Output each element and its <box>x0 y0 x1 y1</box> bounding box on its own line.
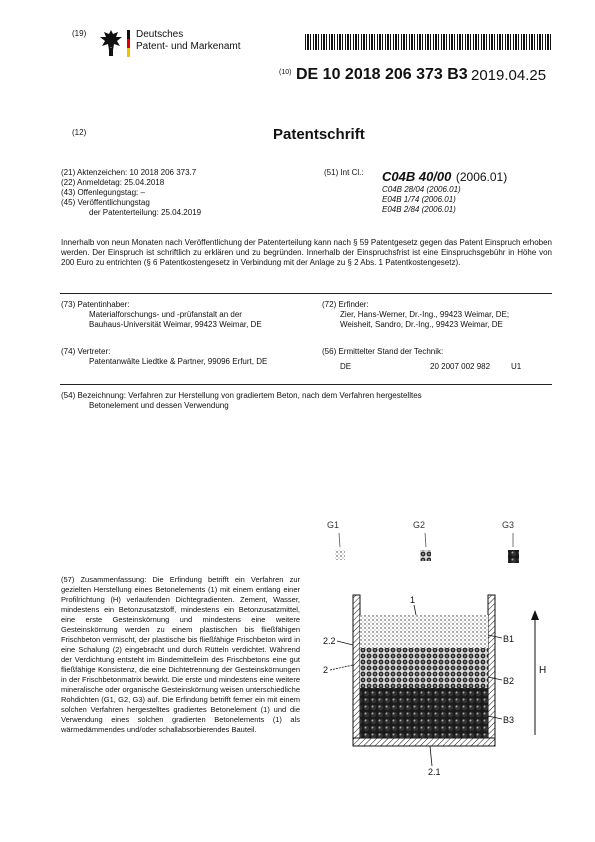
layer-b3 <box>360 688 488 738</box>
formwork-wall-left <box>353 595 360 745</box>
ref-1: 1 <box>410 595 416 605</box>
layer-b2 <box>360 648 488 688</box>
art-row <box>322 357 557 371</box>
divider <box>60 293 552 294</box>
code-19: (19) <box>72 29 87 38</box>
document-number: DE 10 2018 206 373 B3 <box>296 66 468 83</box>
label-g1: G1 <box>327 520 340 530</box>
ref-2-2: 2.2 <box>323 636 336 646</box>
label-b3: B3 <box>503 715 515 725</box>
formwork-wall-right <box>488 595 495 745</box>
grain-sample-g1 <box>335 550 345 560</box>
representative <box>61 347 311 367</box>
label-h: H <box>539 665 547 676</box>
intcl-label: (51) Int Cl.: <box>324 168 364 177</box>
intcl-line: E04B 2/84 (2006.01) <box>382 205 456 214</box>
german-flag-icon <box>127 30 130 57</box>
code-10: (10) <box>279 69 292 76</box>
biblio-left <box>61 168 201 218</box>
eagle-emblem-icon <box>98 28 124 58</box>
office-name <box>136 29 241 53</box>
intcl-main-class: C04B 40/00 <box>382 169 452 184</box>
grain-sample-g3 <box>508 550 519 563</box>
rep-line: Patentanwälte Liedtke & Partner, 99096 Erfurt, DE <box>89 357 268 366</box>
layer-b1 <box>360 615 488 648</box>
biblio-line: (21) Aktenzeichen: 10 2018 206 373.7 <box>61 168 197 177</box>
holder-label: (73) Patentinhaber: <box>61 300 130 309</box>
biblio-line: (45) Veröffentlichungstag <box>61 198 150 207</box>
office-line-2: Patent- und Markenamt <box>136 41 241 52</box>
art-label: (56) Ermittelter Stand der Technik: <box>322 347 444 356</box>
office-line-1: Deutsches <box>136 29 184 40</box>
grain-sample-g2 <box>420 550 431 561</box>
holder-line: Materialforschungs- und -prüfanstalt an der <box>89 310 242 319</box>
document-date: 2019.04.25 <box>471 67 547 84</box>
code-12: (12) <box>72 128 87 137</box>
inventor-label: (72) Erfinder: <box>322 300 369 309</box>
label-b2: B2 <box>503 676 515 686</box>
art-number: 20 2007 002 982 <box>430 362 491 371</box>
barcode <box>305 34 553 50</box>
holder-line: Bauhaus-Universität Weimar, 99423 Weimar, DE <box>89 320 262 329</box>
document-type: Patentschrift <box>273 126 365 143</box>
patent-holder <box>61 300 301 330</box>
formwork-base <box>353 738 495 746</box>
label-g2: G2 <box>413 520 426 530</box>
inventor-line: Weisheit, Sandro, Dr.-Ing., 99423 Weimar, DE <box>340 320 503 329</box>
intcl-others <box>382 185 461 215</box>
biblio-line: (43) Offenlegungstag: – <box>61 188 145 197</box>
intcl-line: C04B 28/04 (2006.01) <box>382 185 461 194</box>
inventors <box>322 300 557 330</box>
ref-2: 2 <box>323 665 329 675</box>
title-line-1: (54) Bezeichnung: Verfahren zur Herstellung von gradiertem Beton, nach dem Verfahren hergestelltes <box>61 391 422 400</box>
biblio-line: (22) Anmeldetag: 25.04.2018 <box>61 178 165 187</box>
intcl-main-version: (2006.01) <box>455 170 508 184</box>
rep-label: (74) Vertreter: <box>61 347 111 356</box>
inventor-line: Zier, Hans-Werner, Dr.-Ing., 99423 Weimar, DE; <box>340 310 510 319</box>
arrow-head-icon <box>531 610 539 620</box>
art-country: DE <box>340 362 352 371</box>
divider <box>60 384 552 385</box>
intcl-line: E04B 1/74 (2006.01) <box>382 195 456 204</box>
ref-2-1: 2.1 <box>428 767 441 777</box>
intcl-main <box>382 168 507 186</box>
opposition-notice: Innerhalb von neun Monaten nach Veröffentlichung der Patenterteilung kann nach § 59 Patentgesetz gegen das Patent Einspruch erhoben werden. Der Einspruch ist schriftlich zu erklären und zu begründen. Innerhalb der Einspruchsfrist ist eine Einspruchsgebühr in Höhe von 200 Euro zu entrichten (§ 6 Patentkostengesetz in Verbindung mit der Anlage zu § 2 Abs. 1 Patentkostengesetz). <box>61 238 552 267</box>
label-g3: G3 <box>502 520 515 530</box>
invention-title <box>61 391 552 411</box>
prior-art <box>322 347 557 371</box>
abstract: (57) Zusammenfassung: Die Erfindung betrifft ein Verfahren zur gezielten Herstellung eines Betonelements (1) mit einem entlang einer Profilrichtung (H) verlaufenden Dichtegradienten. Zement, Wasser, mindestens ein Betonzusatzstoff, mindestens ein Betonzusatzmittel, eine erste Gesteinskörnung und mindestens eine weitere Gesteinskörnung werden zu einem plastischen bis fließfähigen Frischbeton vermischt, der plastische bis fließfähige Frischbeton wird in eine Schalung (2) eingebracht und durch Rütteln verdichtet. Während der Verdichtung entsteht im Bindemittelleim des Frischbetons eine gut fließfähige Konsistenz, die eine Dichtetrennung der Gesteinskörnungen in der Frischbetonmatrix bewirkt. Die erste und mindestens eine weitere mineralische oder organische Gesteinskörnung weisen unterschiedliche Rohdichten (G1, G2, G3) auf. Die Erfindung betrifft ferner ein mit einem solchen Verfahren hergestelltes gradiertes Betonelement (1) und die Verwendung eines solchen gradierten Betonelements (1) als wärmedämmendes und/oder schallabsorbierendes Bauteil. <box>61 575 300 734</box>
biblio-line: der Patenterteilung: 25.04.2019 <box>89 208 202 217</box>
concrete-element-drawing <box>300 515 560 780</box>
label-b1: B1 <box>503 634 515 644</box>
title-line-2: Betonelement und dessen Verwendung <box>89 401 229 410</box>
art-kind: U1 <box>511 362 522 371</box>
